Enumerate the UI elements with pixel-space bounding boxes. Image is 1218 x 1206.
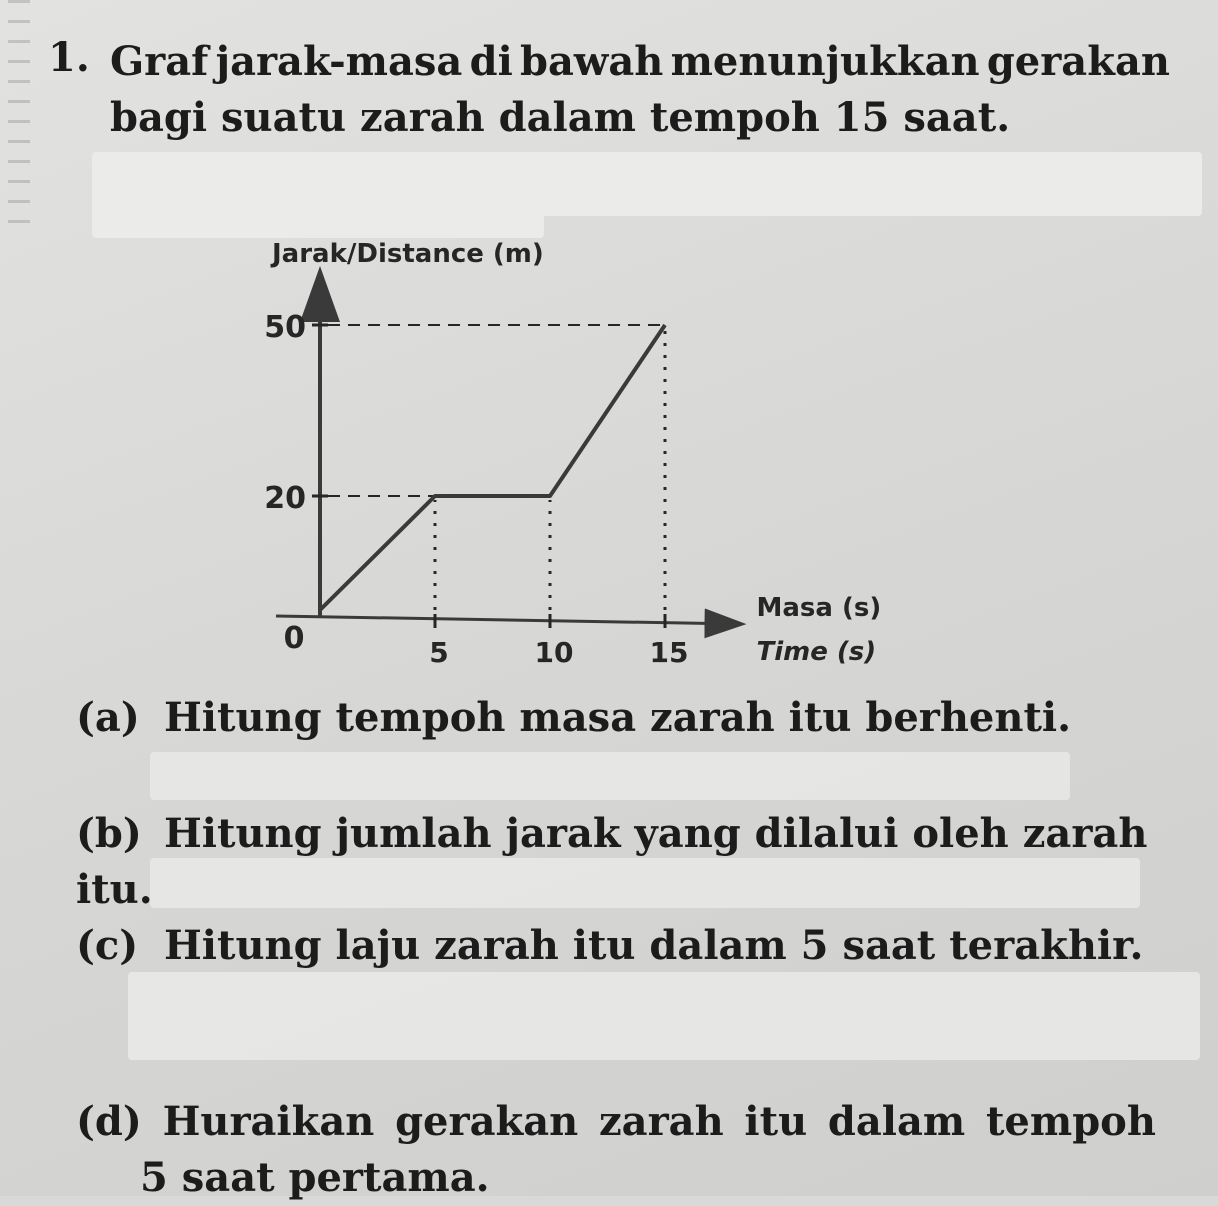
part-d-label: (d)	[76, 1098, 142, 1145]
x-axis	[276, 616, 741, 624]
part-a-label: (a)	[76, 694, 140, 741]
question-number: 1.	[48, 34, 90, 81]
question-stem-line2: bagi suatu zarah dalam tempoh 15 saat.	[110, 94, 1011, 141]
x-axis-title-ms: Masa (s)	[756, 593, 882, 623]
part-d-word: gerakan	[395, 1098, 579, 1145]
part-d-line2: 5 saat pertama.	[140, 1154, 490, 1201]
y-axis-title: Jarak/Distance (m)	[272, 239, 544, 269]
distance-series-line	[320, 325, 665, 610]
part-c-label: (c)	[76, 922, 139, 969]
x-tick-label: 10	[534, 636, 574, 669]
part-a	[76, 690, 1071, 746]
y-tick-label: 50	[264, 310, 306, 345]
part-b	[76, 806, 1218, 918]
part-b-text: Hitung jumlah jarak yang dilalui oleh zarah itu.	[76, 810, 1148, 913]
x-tick-label: 15	[649, 636, 689, 669]
x-tick-label: 5	[429, 636, 449, 669]
part-d-word: dalam	[827, 1098, 966, 1145]
part-d	[76, 1094, 1156, 1206]
part-d-line1	[76, 1094, 1156, 1150]
part-c-text: Hitung laju zarah itu dalam 5 saat terakhir.	[164, 922, 1144, 969]
part-b-label: (b)	[76, 810, 142, 857]
part-a-text: Hitung tempoh masa zarah itu berhenti.	[164, 694, 1072, 741]
x-axis-title-en: Time (s)	[756, 637, 877, 667]
origin-label: 0	[283, 621, 305, 656]
stem-word: di	[469, 38, 513, 85]
part-d-word: zarah	[598, 1098, 724, 1145]
y-tick-label: 20	[264, 481, 306, 516]
stem-word: bawah	[520, 38, 664, 85]
part-d-word: tempoh	[985, 1098, 1156, 1145]
part-d-word: itu	[744, 1098, 808, 1145]
part-c	[76, 918, 1143, 974]
part-d-word: Huraikan	[162, 1098, 375, 1145]
stem-word: Graf	[110, 38, 209, 85]
stem-word: menunjukkan	[670, 38, 980, 85]
stem-word: gerakan	[986, 38, 1170, 85]
stem-word: jarak-masa	[215, 38, 463, 85]
